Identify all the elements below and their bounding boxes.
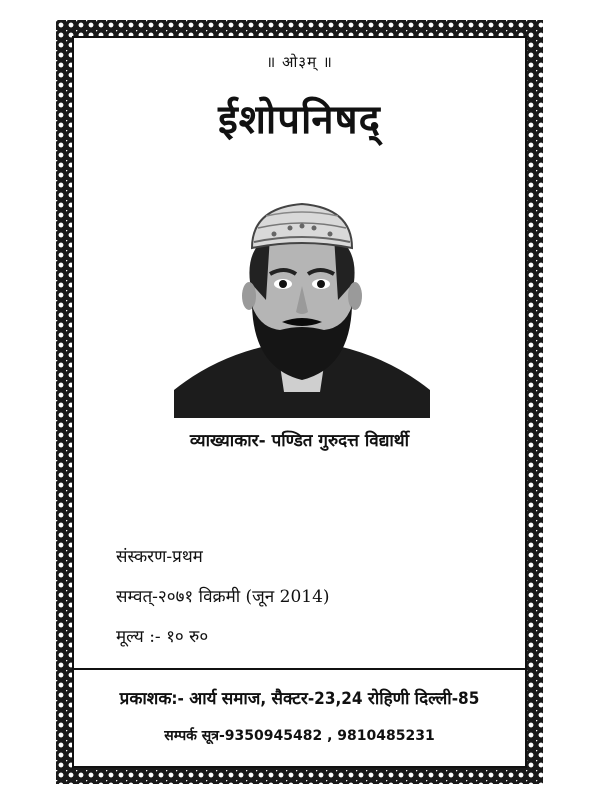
publisher-text: प्रकाशक:- आर्य समाज, सैक्टर-23,24 रोहिणी दिल्ली-85 xyxy=(119,689,480,709)
edition-text: संस्करण-प्रथम xyxy=(116,547,203,567)
contact-text: सम्पर्क सूत्र-9350945482 , 9810485231 xyxy=(164,728,435,744)
samvat-text: सम्वत्-२०७१ विक्रमी (जून 2014) xyxy=(116,587,330,607)
book-title: ईशोपनिषद् xyxy=(218,97,381,143)
portrait-image xyxy=(174,178,430,418)
commentator-line: व्याख्याकार- पण्डित गुरुदत्त विद्यार्थी xyxy=(189,431,410,451)
cover-page xyxy=(74,38,525,766)
footer-divider xyxy=(74,668,525,670)
price-text: मूल्य :- १० रु० xyxy=(116,627,209,647)
om-heading: ॥ ओ३म् ॥ xyxy=(266,53,333,71)
